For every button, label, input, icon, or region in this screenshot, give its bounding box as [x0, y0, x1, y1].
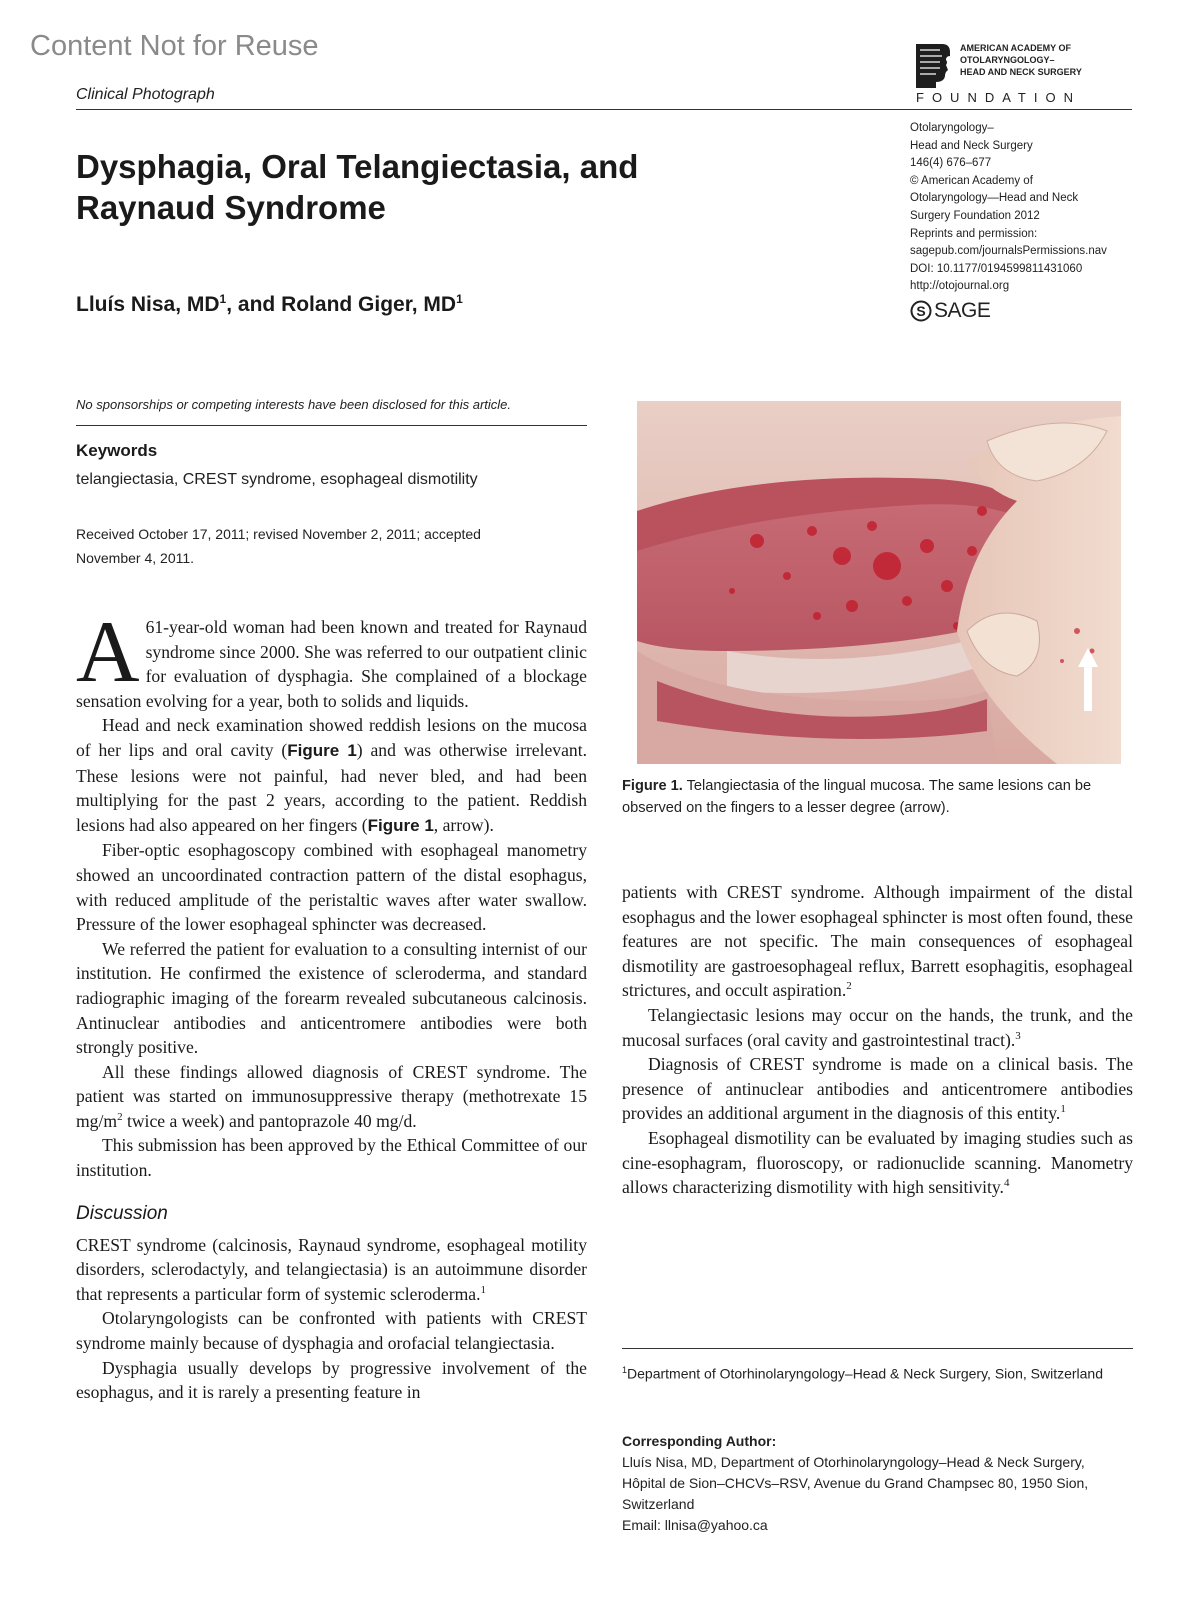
watermark: Content Not for Reuse — [30, 30, 319, 62]
citation-mark: 1 — [1060, 1103, 1066, 1116]
figure-1-photo — [637, 401, 1121, 764]
profile-head-icon — [912, 42, 952, 88]
article-title: Dysphagia, Oral Telangiectasia, and Raynaud Syndrome — [76, 148, 639, 226]
body-paragraph — [622, 1052, 1133, 1126]
svg-text:S: S — [916, 303, 926, 319]
affiliation-text: Department of Otorhinolaryngology–Head & Neck Surgery, Sion, Switzerland — [627, 1365, 1103, 1382]
paragraph-text: , arrow). — [433, 814, 494, 835]
body-column-left — [76, 604, 587, 1405]
superscript: 2 — [117, 1111, 123, 1124]
paragraph-text: Head and neck examination showed reddish lesions on the mucosa of her lips and oral cavity ( — [76, 715, 587, 760]
body-paragraph — [76, 713, 587, 838]
header-rule — [76, 109, 1132, 110]
citation-mark: 4 — [1003, 1177, 1010, 1190]
body-paragraph — [622, 1126, 1133, 1200]
body-paragraph — [76, 604, 587, 713]
journal-info-line: Otolaryngology– — [910, 122, 994, 134]
figure-reference: Figure 1 — [367, 815, 434, 835]
affiliation-mark: 1 — [622, 1365, 628, 1375]
figure-caption — [622, 775, 1137, 819]
author-connector: , and — [226, 293, 282, 316]
author-name: Lluís Nisa, MD — [76, 293, 220, 316]
corresponding-email: Email: llnisa@yahoo.ca — [622, 1517, 768, 1533]
logo-org-line: AMERICAN ACADEMY OF — [960, 43, 1072, 53]
logo-org-line: OTOLARYNGOLOGY– — [960, 55, 1055, 65]
paragraph-text: Esophageal dismotility can be evaluated by imaging studies such as cine-esophagram, fluoroscopy, or radionuclide scanning. Manometry allows characterizing dismotility with high sensitivity. — [622, 1127, 1133, 1198]
body-paragraph: This submission has been approved by the Ethical Committee of our institution. — [76, 1135, 587, 1181]
body-paragraph — [622, 1003, 1133, 1052]
keywords-heading: Keywords — [76, 441, 158, 460]
journal-info-line: Head and Neck Surgery — [910, 139, 1033, 152]
sage-emblem-icon — [910, 300, 932, 322]
dates-line: Received October 17, 2011; revised November 2, 2011; accepted — [76, 526, 481, 542]
paragraph-text: Diagnosis of CREST syndrome is made on a clinical basis. The presence of antinuclear antibodies and anticentromere antibodies provides an additional argument in the diagnosis of this entity. — [622, 1054, 1133, 1124]
body-paragraph: Otolaryngologists can be confronted with patients with CREST syndrome mainly because of dysphagia and orofacial telangiectasia. — [76, 1308, 587, 1354]
paragraph-text: Telangiectasic lesions may occur on the hands, the trunk, and the mucosal surfaces (oral cavity and gastrointestinal tract). — [622, 1004, 1133, 1050]
body-paragraph: Dysphagia usually develops by progressive involvement of the esophagus, and it is rarely a presenting feature in — [76, 1357, 587, 1403]
discussion-heading: Discussion — [76, 1202, 168, 1224]
journal-info-line: Otolaryngology—Head and Neck — [910, 192, 1079, 205]
disclosure-statement: No sponsorships or competing interests have been disclosed for this article. — [76, 397, 511, 412]
keywords-list: telangiectasia, CREST syndrome, esophageal dismotility — [76, 471, 478, 488]
journal-info-line: 146(4) 676–677 — [910, 157, 992, 170]
clinical-photo-illustration — [637, 401, 1121, 764]
journal-info-line: DOI: 10.1177/0194599811431060 — [910, 262, 1083, 275]
drop-cap: A — [76, 604, 140, 701]
logo-org-text — [960, 42, 1130, 78]
body-paragraph — [76, 1233, 587, 1307]
publisher-name: SAGE — [934, 299, 991, 322]
paragraph-text: 61-year-old woman had been known and treated for Raynaud syndrome since 2000. She was referred to our outpatient clinic for evaluation of dysphagia. She complained of a blockage sensation evolving for a year, both to solids and liquids. — [76, 617, 587, 711]
paragraph-text: patients with CREST syndrome. Although impairment of the distal esophagus and the lower esophageal sphincter is most often found, these features are not specific. The main consequences of esophageal dismotility are gastroesophageal reflux, Barrett esophagitis, esophageal strictures, and occult aspiration. — [622, 882, 1133, 1001]
figure-label: Figure 1. — [622, 778, 683, 794]
journal-info-line: Surgery Foundation 2012 — [910, 209, 1040, 222]
journal-info-line: Reprints and permission: — [910, 227, 1038, 240]
corresponding-line: Lluís Nisa, MD, Department of Otorhinolaryngology–Head & Neck Surgery, — [622, 1454, 1085, 1470]
journal-info-line: http://otojournal.org — [910, 280, 1010, 293]
paragraph-text: twice a week) and pantoprazole 40 mg/d. — [122, 1110, 417, 1131]
paragraph-text: ) and was otherwise irrelevant. These lesions were not painful, had never bled, and had been multiplying for the past 2 years, according to the patient. Reddish lesions had also appeared on her fingers ( — [76, 739, 587, 835]
logo-org-line: HEAD AND NECK SURGERY — [960, 67, 1082, 77]
figure-reference: Figure 1 — [287, 740, 357, 760]
author-list — [76, 292, 463, 317]
corresponding-line: Switzerland — [622, 1496, 695, 1512]
disclosure-rule — [76, 425, 587, 426]
journal-info-line: sagepub.com/journalsPermissions.nav — [910, 245, 1107, 258]
dates-line: November 4, 2011. — [76, 550, 195, 566]
corresponding-line: Hôpital de Sion–CHCVs–RSV, Avenue du Grand Champsec 80, 1950 Sion, — [622, 1475, 1089, 1491]
paragraph-text: CREST syndrome (calcinosis, Raynaud syndrome, esophageal motility disorders, sclerodactyly, and telangiectasia) is an autoimmune disorder that represents a particular form of systemic scleroderma. — [76, 1234, 587, 1304]
paragraph-text: All these findings allowed diagnosis of CREST syndrome. The patient was started on immunosuppressive therapy (methotrexate 15 mg/m — [76, 1061, 587, 1131]
footnote-rule — [622, 1348, 1133, 1349]
body-paragraph — [76, 1060, 587, 1134]
affiliation-footnote — [622, 1360, 1133, 1385]
body-column-right — [622, 880, 1133, 1200]
author-name: Roland Giger, MD — [281, 293, 457, 316]
body-paragraph — [622, 880, 1133, 1003]
body-paragraph: Fiber-optic esophagoscopy combined with esophageal manometry showed an uncoordinated contraction pattern of the distal esophagus, with reduced amplitude of the peristaltic waves after water swallow. Pressure of the lower esophageal sphincter was decreased. — [76, 840, 587, 935]
journal-info — [910, 120, 1135, 296]
journal-info-line: © American Academy of — [910, 174, 1033, 187]
affiliation-mark: 1 — [219, 292, 227, 306]
sage-logo — [910, 297, 990, 325]
aao-hns-foundation-logo — [912, 40, 1132, 108]
citation-mark: 2 — [846, 980, 852, 993]
citation-mark: 1 — [480, 1283, 486, 1296]
body-paragraph: We referred the patient for evaluation to a consulting internist of our institution. He confirmed the existence of scleroderma, and standard radiographic imaging of the forearm revealed subcutaneous calcinosis. Antinuclear antibodies and anticentromere antibodies were both strongly positive. — [76, 938, 587, 1058]
affiliation-mark: 1 — [456, 292, 463, 306]
article-dates — [76, 522, 596, 570]
section-label: Clinical Photograph — [76, 86, 215, 103]
corresponding-author — [622, 1431, 1142, 1536]
caption-text: Telangiectasia of the lingual mucosa. The same lesions can be observed on the fingers to a lesser degree (arrow). — [622, 778, 1092, 816]
logo-foundation-text: FOUNDATION — [916, 90, 1081, 105]
citation-mark: 3 — [1015, 1029, 1021, 1042]
corresponding-heading: Corresponding Author: — [622, 1433, 777, 1449]
